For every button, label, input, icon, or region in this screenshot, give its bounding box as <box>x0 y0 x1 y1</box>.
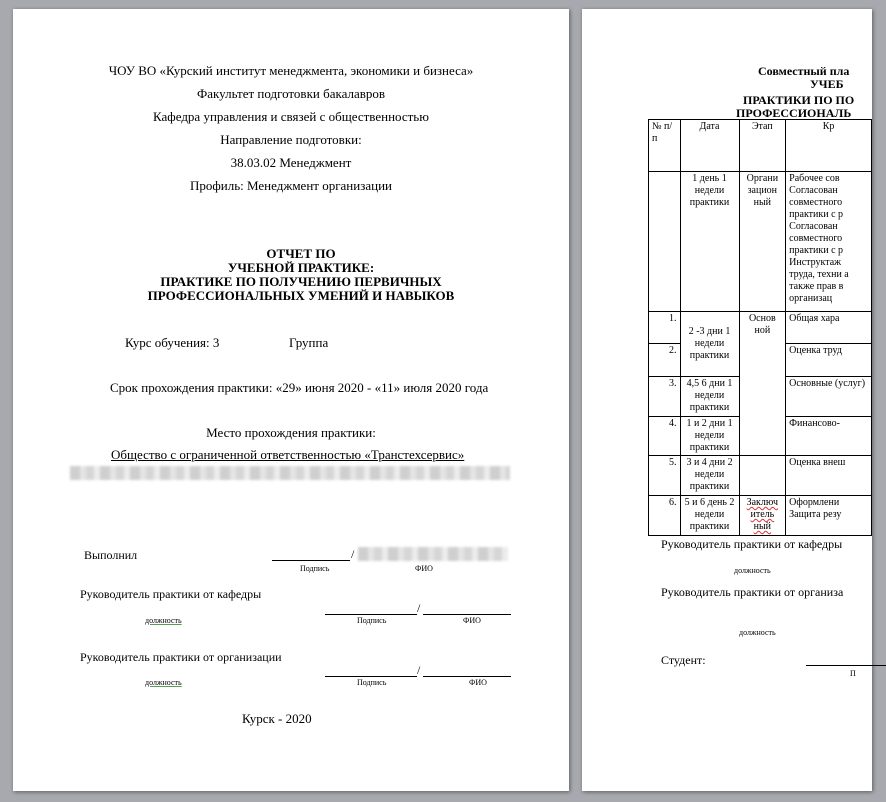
report-title-line-1: ОТЧЕТ ПО <box>266 246 336 261</box>
dept-fio-line <box>423 614 511 615</box>
redacted-student-name <box>358 547 508 561</box>
row-num <box>649 172 681 312</box>
org-supervisor-label: Руководитель практики от организации <box>80 650 282 664</box>
p2-position-caption-2: должность <box>739 628 776 637</box>
performed-signature-line <box>272 560 350 561</box>
direction-label: Направление подготовки: <box>220 132 362 147</box>
dept-signature-line <box>325 614 417 615</box>
dept-supervisor-label: Руководитель практики от кафедры <box>80 587 262 601</box>
practice-plan-table <box>648 119 872 536</box>
p2-org-supervisor-label: Руководитель практики от организа <box>661 585 844 599</box>
row-date: 3 и 4 дни 2 недели практики <box>680 456 739 496</box>
row-num: 2. <box>649 344 681 377</box>
header-num: № п/п <box>649 120 681 172</box>
p2-dept-supervisor-label: Руководитель практики от кафедры <box>661 537 843 551</box>
institute-name: ЧОУ ВО «Курский институт менеджмента, экономики и бизнеса» <box>108 63 474 78</box>
org-fio-line <box>423 676 511 677</box>
row-num: 6. <box>649 496 681 536</box>
row-content: Общая хара <box>786 312 872 344</box>
table-row <box>649 172 872 312</box>
performed-label: Выполнил <box>84 548 138 562</box>
row-content: Финансово- <box>786 417 872 456</box>
p2-position-caption-1: должность <box>734 566 771 575</box>
row-date: 4,5 6 дни 1 недели практики <box>680 377 739 417</box>
profile-line: Профиль: Менеджмент организации <box>189 178 393 193</box>
p2-partial-caption: П <box>850 669 856 678</box>
dept-slash: / <box>417 601 421 615</box>
report-title-line-3: ПРАКТИКЕ ПО ПОЛУЧЕНИЮ ПЕРВИЧНЫХ <box>160 274 442 289</box>
org-signature-line <box>325 676 417 677</box>
plan-title-line-3: ПРАКТИКИ ПО ПО <box>743 93 855 107</box>
row-stage <box>739 456 786 496</box>
row-num: 1. <box>649 312 681 344</box>
plan-title-line-2: УЧЕБ <box>810 77 844 91</box>
report-title-line-2: УЧЕБНОЙ ПРАКТИКЕ: <box>227 260 375 275</box>
footer-city-year: Курск - 2020 <box>242 711 312 726</box>
row-num: 3. <box>649 377 681 417</box>
document-page-2 <box>582 9 872 791</box>
place-value: Общество с ограниченной ответственностью «Транстехсервис» <box>111 447 465 462</box>
plan-title-line-1: Совместный пла <box>758 64 850 78</box>
group-label: Группа <box>289 335 329 350</box>
dept-fio-caption: ФИО <box>463 616 481 625</box>
row-content: Оценка труд <box>786 344 872 377</box>
plan-title-line-4: ПРОФЕССИОНАЛЬ <box>736 106 852 120</box>
row-content: Рабочее сов Согласован совместного практики с р Согласован совместного практики с р Инструктаж труда, техни а также прав в организац <box>786 172 872 312</box>
row-date: 5 и 6 день 2 недели практики <box>680 496 739 536</box>
org-signature-caption: Подпись <box>357 678 387 687</box>
report-title-line-4: ПРОФЕССИОНАЛЬНЫХ УМЕНИЙ И НАВЫКОВ <box>147 288 455 303</box>
row-content: Оценка внеш <box>786 456 872 496</box>
row-num: 4. <box>649 417 681 456</box>
direction-value: 38.03.02 Менеджмент <box>230 155 352 170</box>
p2-student-label: Студент: <box>661 653 706 667</box>
performed-signature-caption: Подпись <box>300 564 330 573</box>
table-row <box>649 312 872 344</box>
practice-period: Срок прохождения практики: «29» июня 2020 - «11» июля 2020 года <box>110 380 489 395</box>
dept-signature-caption: Подпись <box>357 616 387 625</box>
row-date: 1 и 2 дни 1 недели практики <box>680 417 739 456</box>
performed-fio-caption: ФИО <box>415 564 433 573</box>
row-date: 2 -3 дни 1 недели практики <box>680 312 739 377</box>
document-page-1 <box>13 9 569 791</box>
row-content: Оформлени Защита резу <box>786 496 872 536</box>
department-name: Кафедра управления и связей с общественностью <box>153 109 429 124</box>
p2-student-signature-line <box>806 665 886 666</box>
org-slash: / <box>417 663 421 677</box>
dept-position-caption: должность <box>145 616 182 625</box>
header-stage: Этап <box>739 120 786 172</box>
faculty-name: Факультет подготовки бакалавров <box>196 86 386 101</box>
row-stage: Основ ной <box>739 312 786 456</box>
table-row <box>649 496 872 536</box>
header-content: Кр <box>786 120 872 172</box>
place-label: Место прохождения практики: <box>206 425 376 440</box>
row-stage: Заключ итель ный <box>739 496 786 536</box>
table-header-row <box>649 120 872 172</box>
course-label: Курс обучения: 3 <box>125 335 220 350</box>
row-date: 1 день 1 недели практики <box>680 172 739 312</box>
redacted-address <box>70 466 510 480</box>
org-fio-caption: ФИО <box>469 678 487 687</box>
table-row <box>649 456 872 496</box>
row-content: Основные (услуг) <box>786 377 872 417</box>
org-position-caption: должность <box>145 678 182 687</box>
row-stage: Органи зацион ный <box>739 172 786 312</box>
header-date: Дата <box>680 120 739 172</box>
performed-slash: / <box>351 547 355 561</box>
row-num: 5. <box>649 456 681 496</box>
